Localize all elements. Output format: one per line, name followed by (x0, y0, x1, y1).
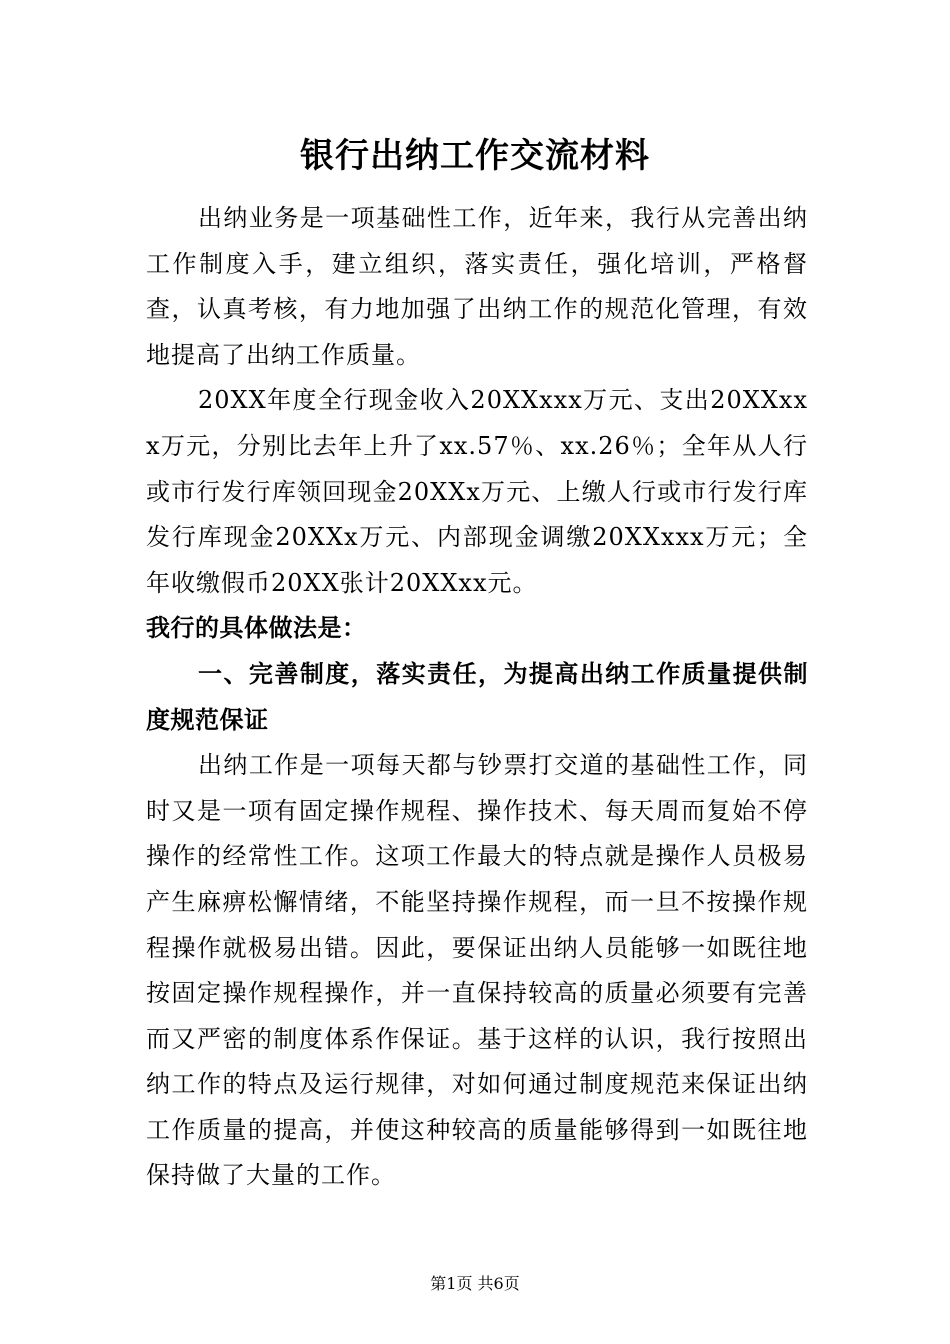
document-body (146, 196, 808, 1199)
page-footer: 第1页 共6页 (430, 1274, 520, 1293)
section-paragraph: 出纳工作是一项每天都与钞票打交道的基础性工作，同时又是一项有固定操作规程、操作技术、每天周而复始不停操作的经常性工作。这项工作最大的特点就是操作人员极易产生麻痹松懈情绪，不能坚持操作规程，而一旦不按操作规程操作就极易出错。因此，要保证出纳人员能够一如既往地按固定操作规程操作，并一直保持较高的质量必须要有完善而又严密的制度体系作保证。基于这样的认识，我行按照出纳工作的特点及运行规律，对如何通过制度规范来保证出纳工作质量的提高，并使这种较高的质量能够得到一如既往地保持做了大量的工作。 (146, 751, 808, 1190)
intro-paragraph: 出纳业务是一项基础性工作，近年来，我行从完善出纳工作制度入手，建立组织，落实责任，强化培训，严格督查，认真考核，有力地加强了出纳工作的规范化管理，有效地提高了出纳工作质量。 (146, 204, 808, 369)
subheading: 我行的具体做法是： (146, 614, 367, 643)
document-title: 银行出纳工作交流材料 (300, 136, 650, 176)
statistics-paragraph: 20XX年度全行现金收入20XXxxx万元、支出20XXxxx万元，分别比去年上升了xx.57％、xx.26％；全年从人行或市行发行库领回现金20XXx万元、上缴人行或市行发行库发行库现金20XXx万元、内部现金调缴20XXxxx万元；全年收缴假币20XX张计20XXxx元。 (146, 386, 808, 597)
section-heading: 一、完善制度，落实责任，为提高出纳工作质量提供制度规范保证 (146, 659, 808, 734)
